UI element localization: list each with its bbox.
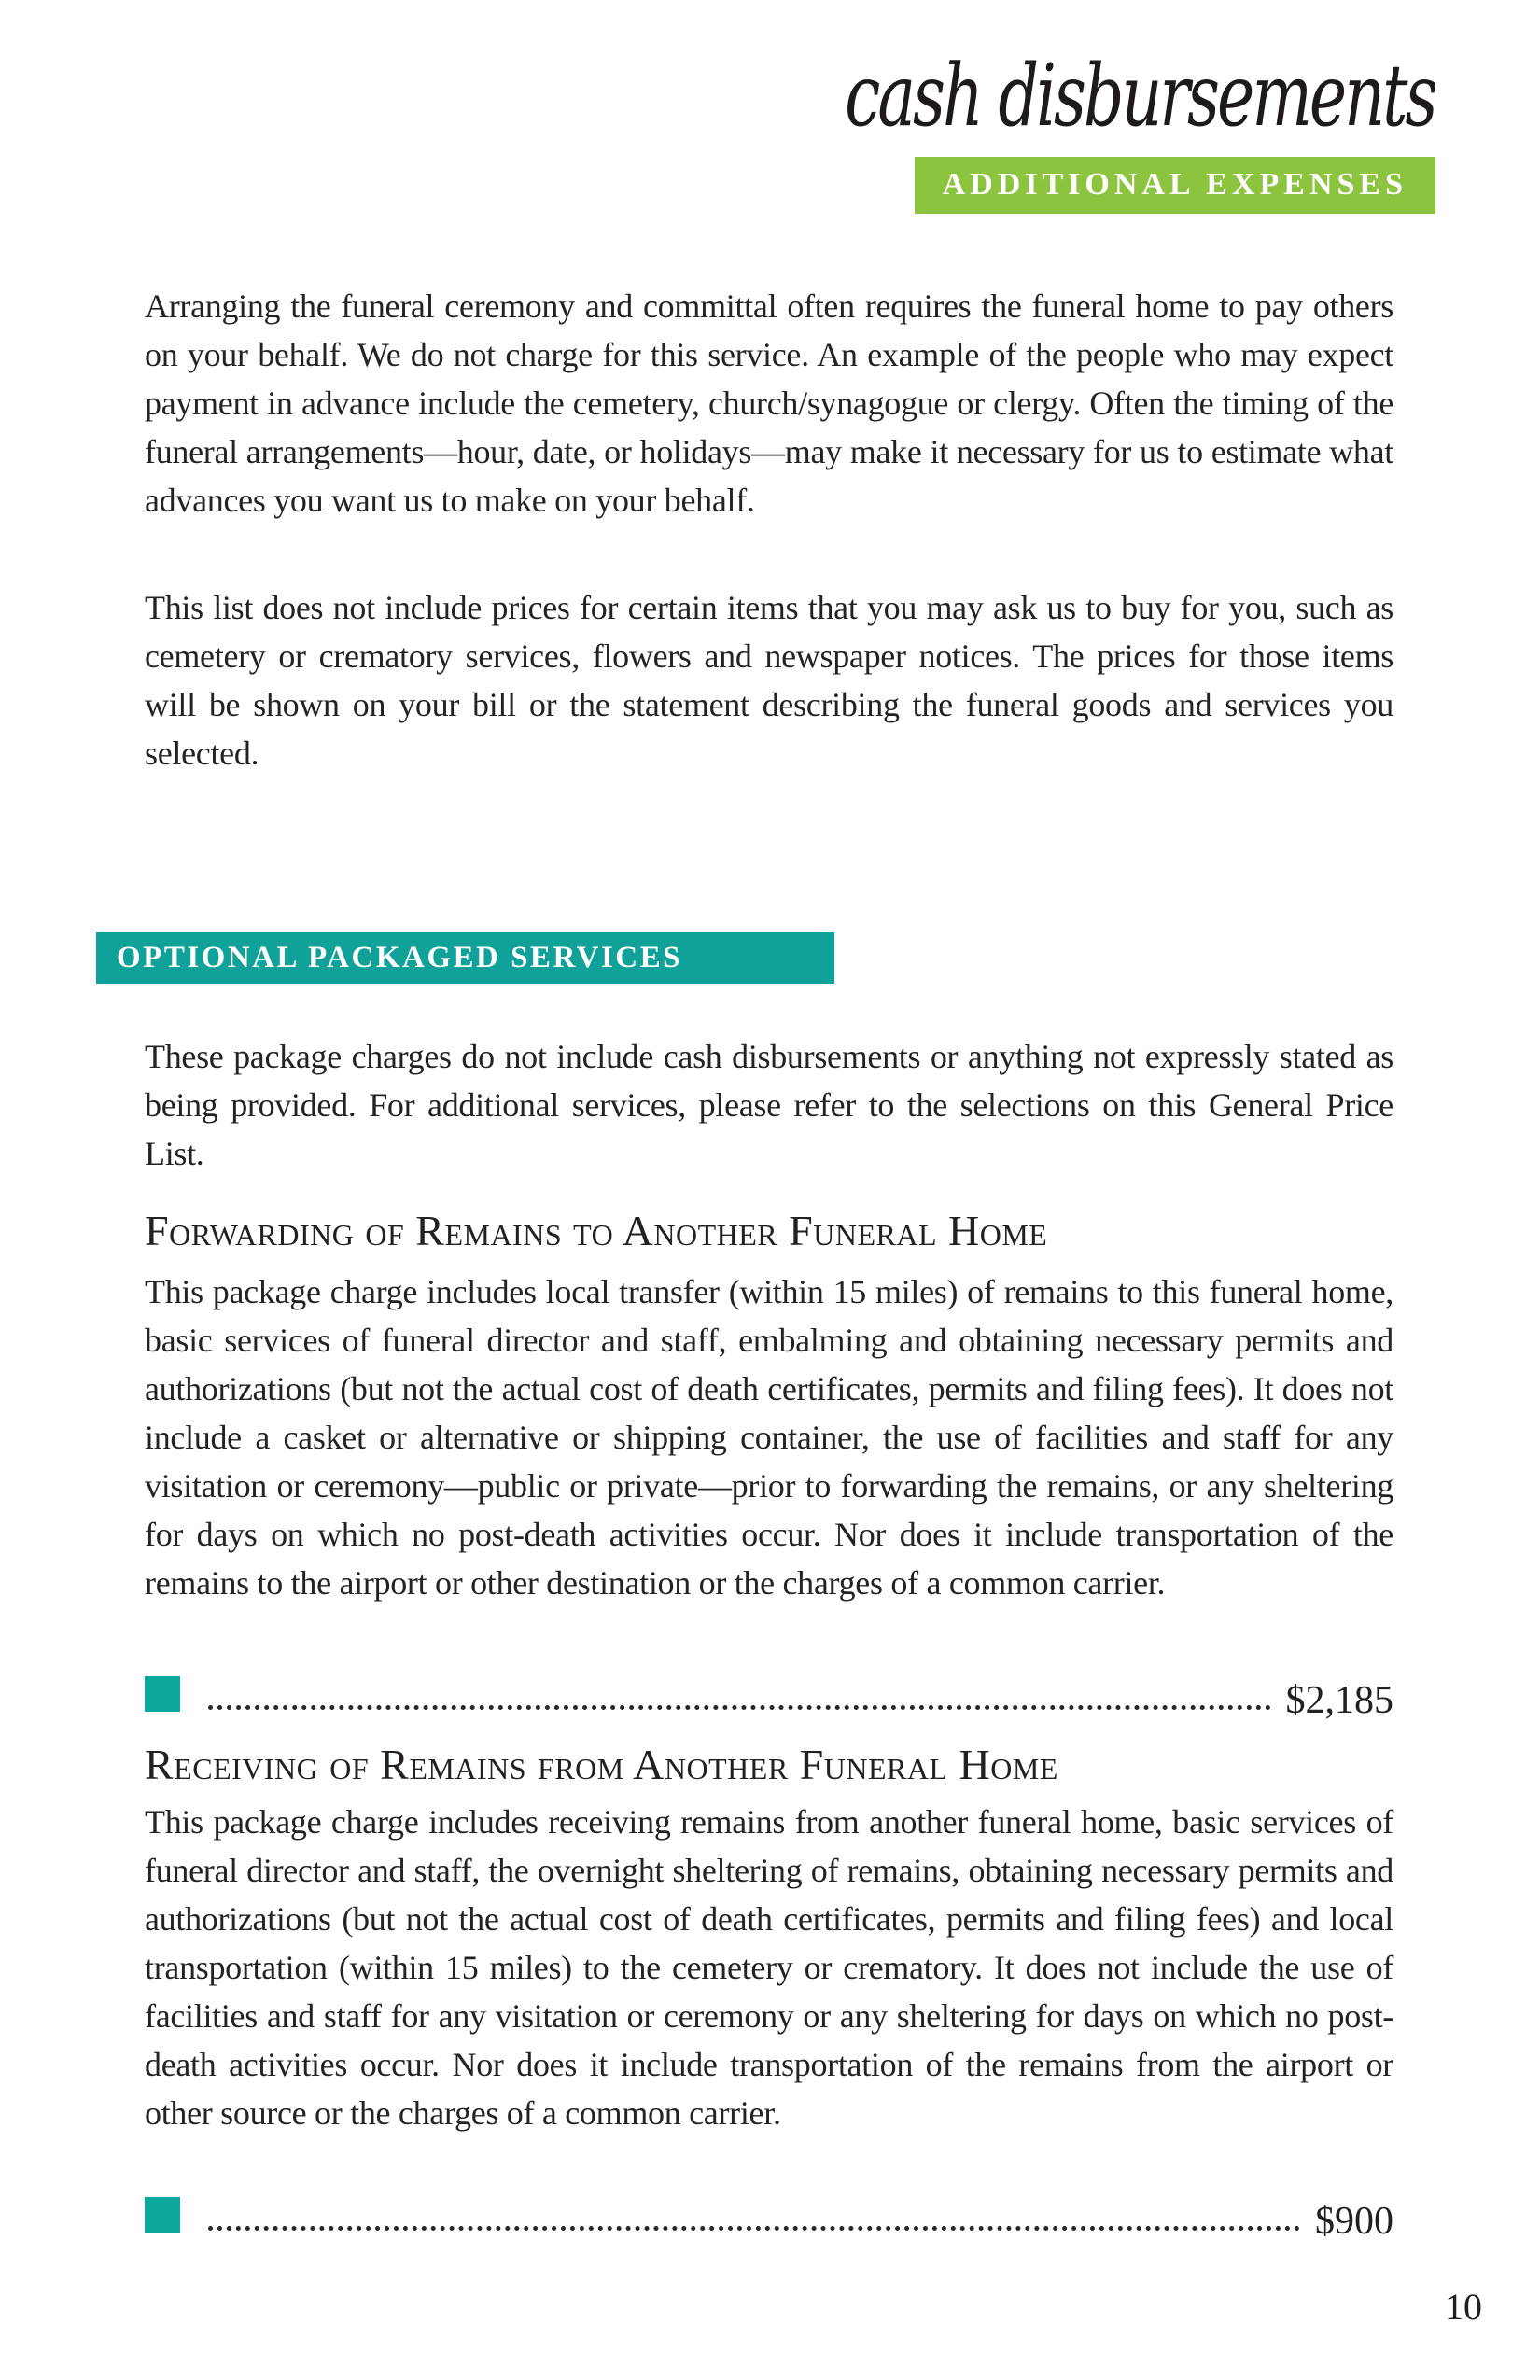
dotted-leader — [208, 2226, 1300, 2231]
optional-packaged-services-banner: OPTIONAL PACKAGED SERVICES — [96, 932, 834, 984]
page-number: 10 — [1445, 2286, 1482, 2328]
page-title-script: cash disbursements — [845, 46, 1435, 146]
forwarding-price-row — [145, 1665, 1393, 1721]
receiving-price: $900 — [1315, 2200, 1393, 2243]
teal-square-bullet-icon — [145, 1676, 180, 1712]
dotted-leader — [208, 1705, 1271, 1710]
masthead — [637, 41, 1435, 214]
receiving-price-row — [145, 2186, 1393, 2242]
forwarding-price: $2,185 — [1285, 1679, 1393, 1722]
receiving-remains-heading: Receiving of Remains from Another Funeral Home — [145, 1741, 1058, 1788]
teal-square-bullet-icon — [145, 2197, 180, 2233]
intro-paragraph-1: Arranging the funeral ceremony and committal often requires the funeral home to pay others on your behalf. We do not charge for this service. An example of the people who may expect payment in advance include the cemetery, church/synagogue or clergy. Often the timing of the funeral arrangements—hour, date, or holidays—may make it necessary for us to estimate what advances you want us to make on your behalf. — [145, 287, 1393, 519]
packages-intro-paragraph: These package charges do not include cash disbursements or anything not expressly stated as being provided. For additional services, please refer to the selections on this General Price List. — [145, 1038, 1393, 1172]
forwarding-remains-description: This package charge includes local transfer (within 15 miles) of remains to this funeral home, basic services of funeral director and staff, embalming and obtaining necessary permits and authorizations (but not the actual cost of death certificates, permits and filing fees). It does not include a casket or alternative or shipping container, the use of facilities and staff for any visitation or ceremony—public or private—prior to forwarding the remains, or any sheltering for days on which no post-death activities occur. Nor does it include transportation of the remains to the airport or other destination or the charges of a common carrier. — [145, 1273, 1393, 1602]
receiving-remains-description: This package charge includes receiving remains from another funeral home, basic services of funeral director and staff, the overnight sheltering of remains, obtaining necessary permits and authorizations (but not the actual cost of death certificates, permits and filing fees) and local transportation (within 15 miles) to the cemetery or crematory. It does not include the use of facilities and staff for any visitation or ceremony or any sheltering for days on which no post-death activities occur. Nor does it include transportation of the remains from the airport or other source or the charges of a common carrier. — [145, 1803, 1393, 2132]
forwarding-remains-heading: Forwarding of Remains to Another Funeral Home — [145, 1207, 1048, 1254]
additional-expenses-banner: ADDITIONAL EXPENSES — [915, 157, 1435, 214]
intro-paragraph-2: This list does not include prices for certain items that you may ask us to buy for you, such as cemetery or crematory services, flowers and newspaper notices. The prices for those items will be shown on your bill or the statement describing the funeral goods and services you selected. — [145, 589, 1393, 772]
